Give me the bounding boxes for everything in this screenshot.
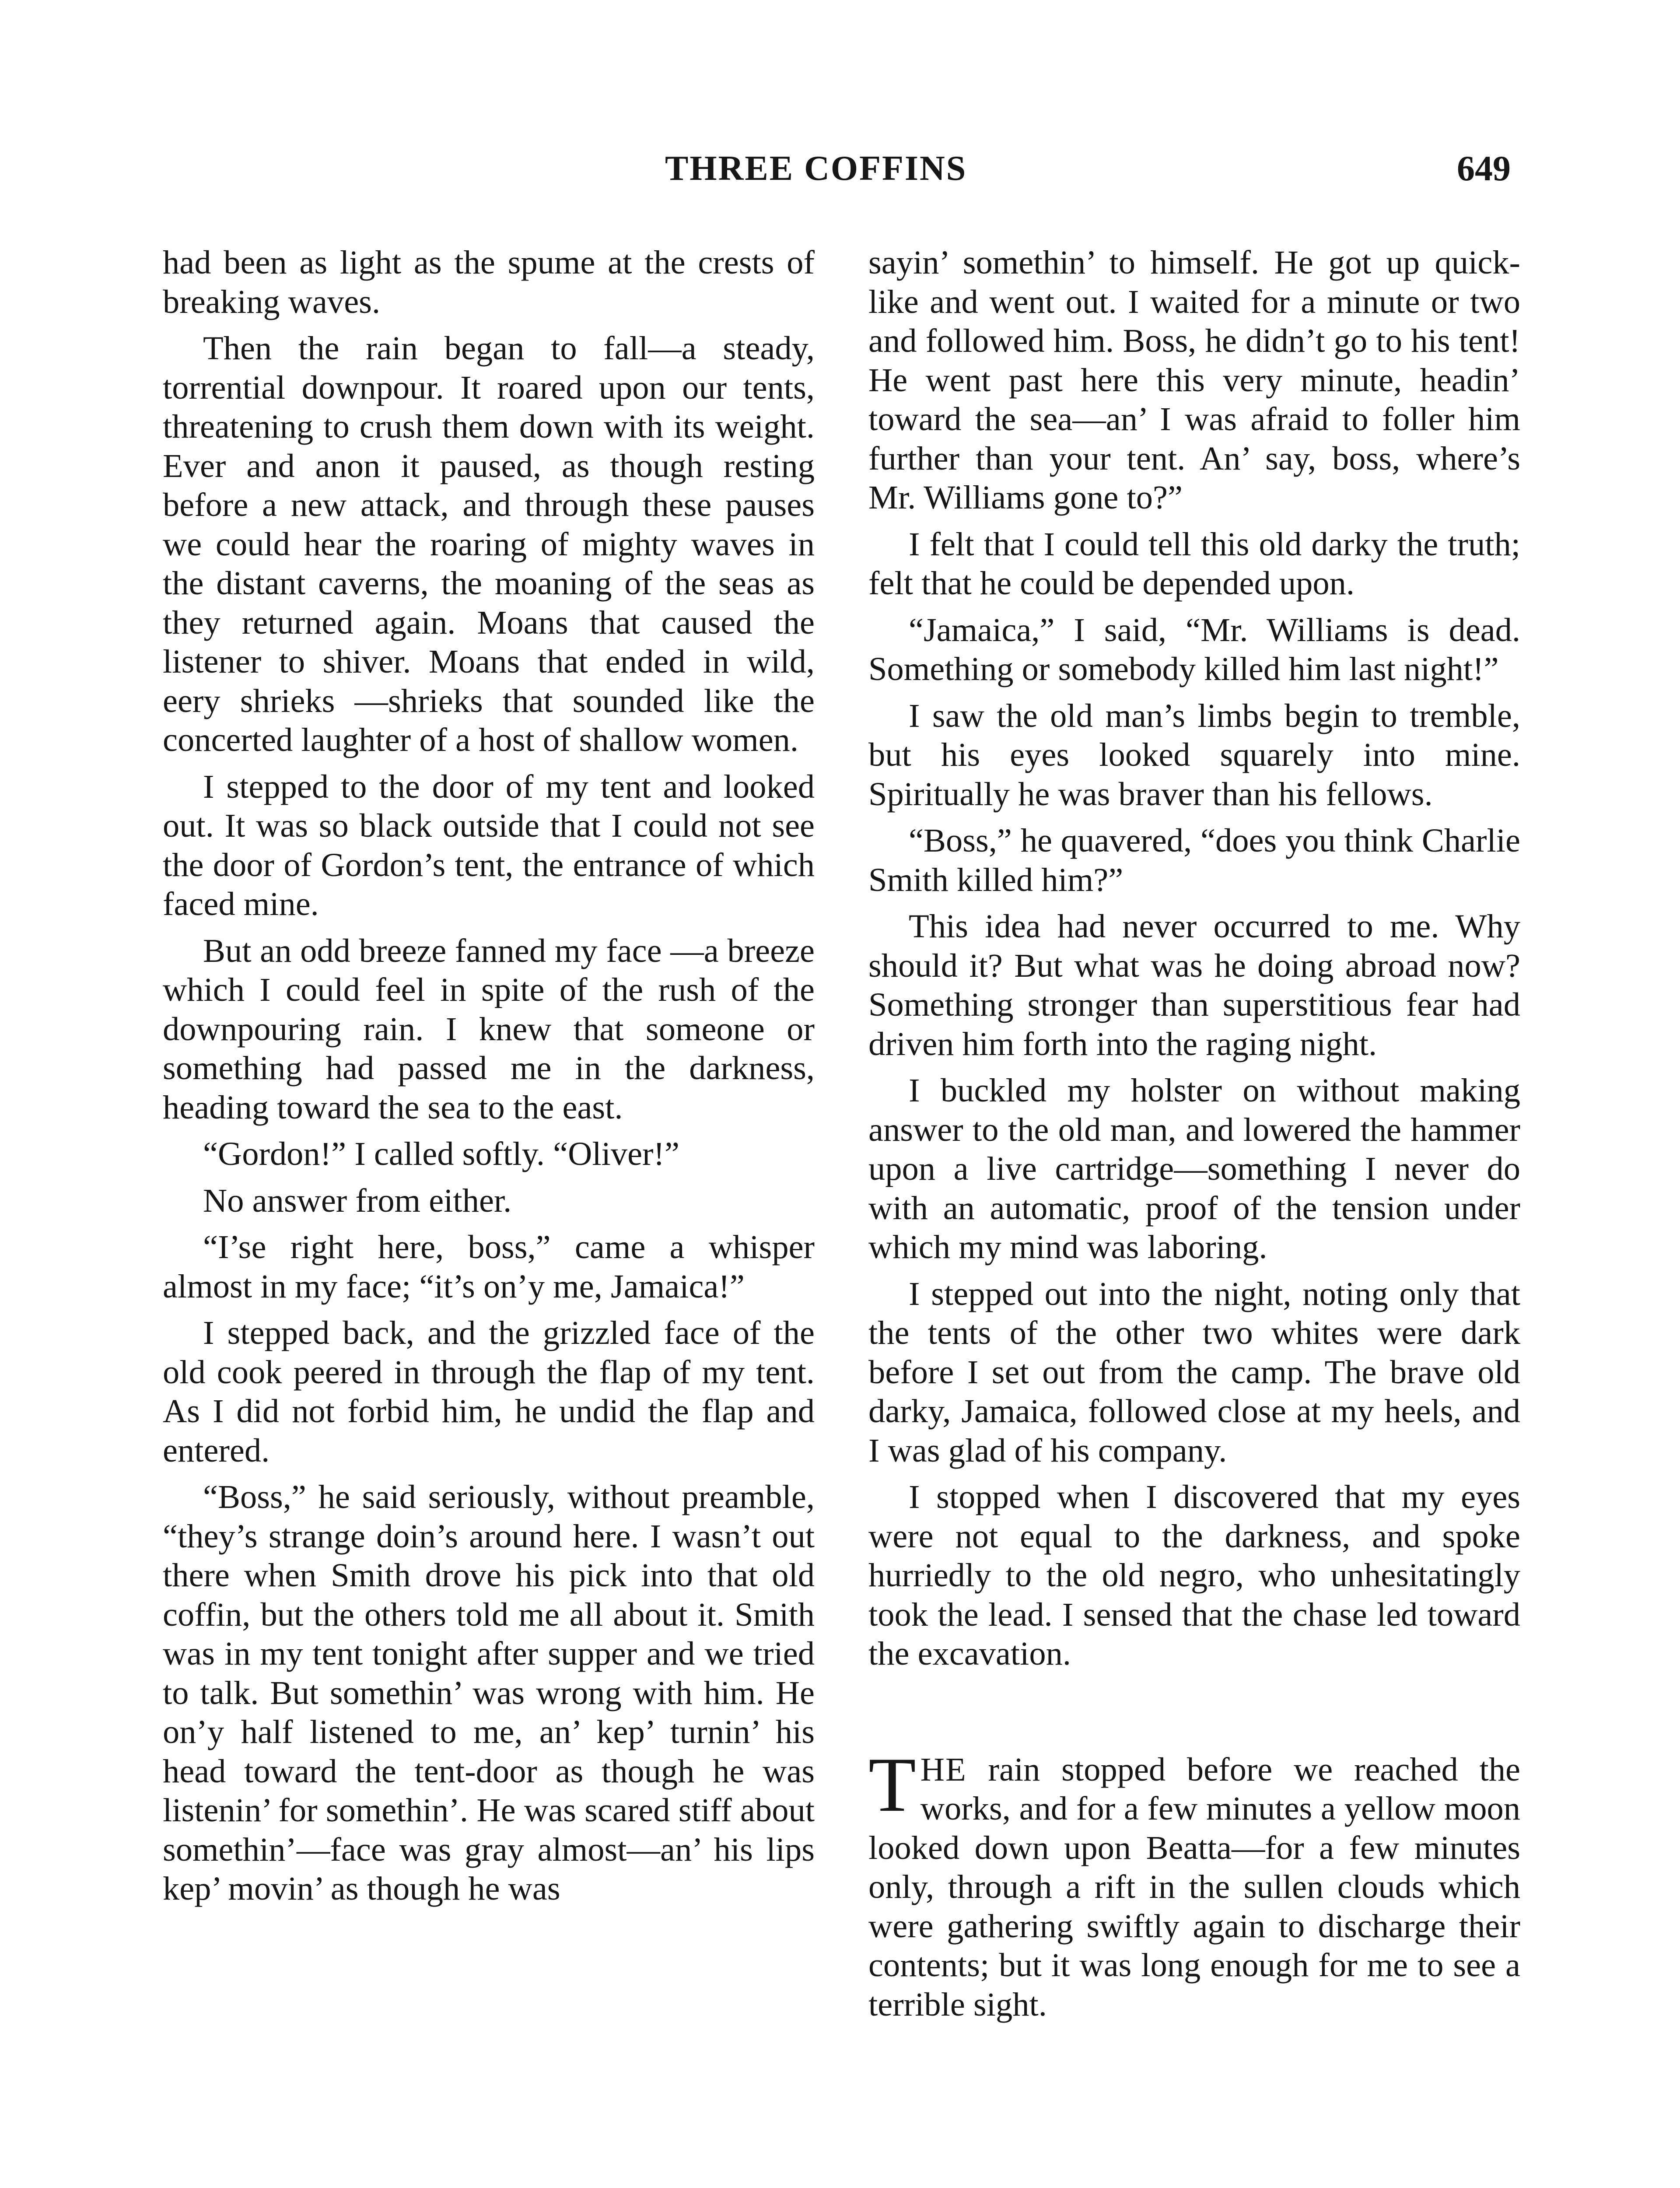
- paragraph: “Boss,” he said seriously, without preamble, “they’s strange doin’s around here. I wasn’t out there when Smith drove his pick into that old coffin, but the others told me all about it. Smith was in my tent tonight after supper and we tried to talk. But somethin’ was wrong with him. He on’y half listened to me, an’ kep’ turnin’ his head toward the tent-door as though he was listenin’ for somethin’. He was scared stiff about somethin’—face was gray almost—an’ his lips kep’ movin’ as though he was: [163, 1478, 815, 1907]
- paragraph: I buckled my holster on without making answer to the old man, and lowered the hammer upon a live cartridge—something I never do with an automatic, proof of the tension under which my mind was laboring.: [868, 1072, 1520, 1266]
- paragraph: had been as light as the spume at the crests of breaking waves.: [163, 244, 815, 320]
- paragraph: But an odd breeze fanned my face —a breeze which I could feel in spite of the rush of the downpouring rain. I knew that someone or something had passed me in the darkness, heading toward the sea to the east.: [163, 932, 815, 1126]
- right-text-column: [868, 243, 1520, 2188]
- page-number: 649: [1457, 148, 1511, 188]
- paragraph: Then the rain began to fall—a steady, torrential downpour. It roared upon our tents, threatening to crush them down with its weight. Ever and anon it paused, as though resting before a new attack, and through these pauses we could hear the roaring of mighty waves in the distant caverns, the moaning of the seas as they returned again. Moans that caused the listener to shiver. Moans that ended in wild, eery shrieks —shrieks that sounded like the concerted laughter of a host of shallow women.: [163, 330, 815, 758]
- paragraph: No answer from either.: [203, 1182, 512, 1219]
- paragraph: I felt that I could tell this old darky the truth; felt that he could be depended upon.: [868, 525, 1520, 602]
- paragraph: I stepped to the door of my tent and looked out. It was so black outside that I could not see the door of Gordon’s tent, the entrance of which faced mine.: [163, 768, 815, 922]
- paragraph: sayin’ somethin’ to himself. He got up quick-like and went out. I waited for a minute or two and followed him. Boss, he didn’t go to his tent! He went past here this very minute, headin’ toward the sea—an’ I was afraid to foller him further than your tent. An’ say, boss, where’s Mr. Williams gone to?”: [868, 244, 1520, 516]
- paragraph: “I’se right here, boss,” came a whisper almost in my face; “it’s on’y me, Jamaica!”: [163, 1228, 815, 1305]
- left-text-column: [163, 243, 815, 2188]
- paragraph: I stopped when I discovered that my eyes were not equal to the darkness, and spoke hurriedly to the old negro, who unhesitatingly took the lead. I sensed that the chase led toward the excavation.: [868, 1478, 1520, 1672]
- paragraph: “Gordon!” I called softly. “Oliver!”: [203, 1135, 679, 1172]
- paragraph: “Jamaica,” I said, “Mr. Williams is dead. Something or somebody killed him last night!”: [868, 611, 1520, 687]
- running-title: THREE COFFINS: [665, 149, 967, 188]
- small-caps-lead: HE: [920, 1750, 967, 1788]
- paragraph: This idea had never occurred to me. Why should it? But what was he doing abroad now? Something stronger than superstitious fear had driven him forth into the raging night.: [868, 908, 1520, 1062]
- paragraph: I stepped back, and the grizzled face of the old cook peered in through the flap of my tent. As I did not forbid him, he undid the flap and entered.: [163, 1314, 815, 1469]
- section-text: rain stopped before we reached the works, and for a few minutes a yellow moon looked down upon Beatta—for a few minutes only, through a rift in the sullen clouds which were gathering swiftly again to discharge their contents; but it was long enough for me to see a terrible sight.: [868, 1750, 1520, 2023]
- paragraph: I stepped out into the night, noting only that the tents of the other two whites were dark before I set out from the camp. The brave old darky, Jamaica, followed close at my heels, and I was glad of his company.: [868, 1275, 1520, 1469]
- section-opening-paragraph: [868, 1741, 1520, 2024]
- paragraph: I saw the old man’s limbs begin to tremble, but his eyes looked squarely into mine. Spiritually he was braver than his fellows.: [868, 697, 1520, 813]
- running-head: [0, 144, 1680, 193]
- paragraph: “Boss,” he quavered, “does you think Charlie Smith killed him?”: [868, 822, 1520, 898]
- drop-cap: T: [868, 1741, 916, 1828]
